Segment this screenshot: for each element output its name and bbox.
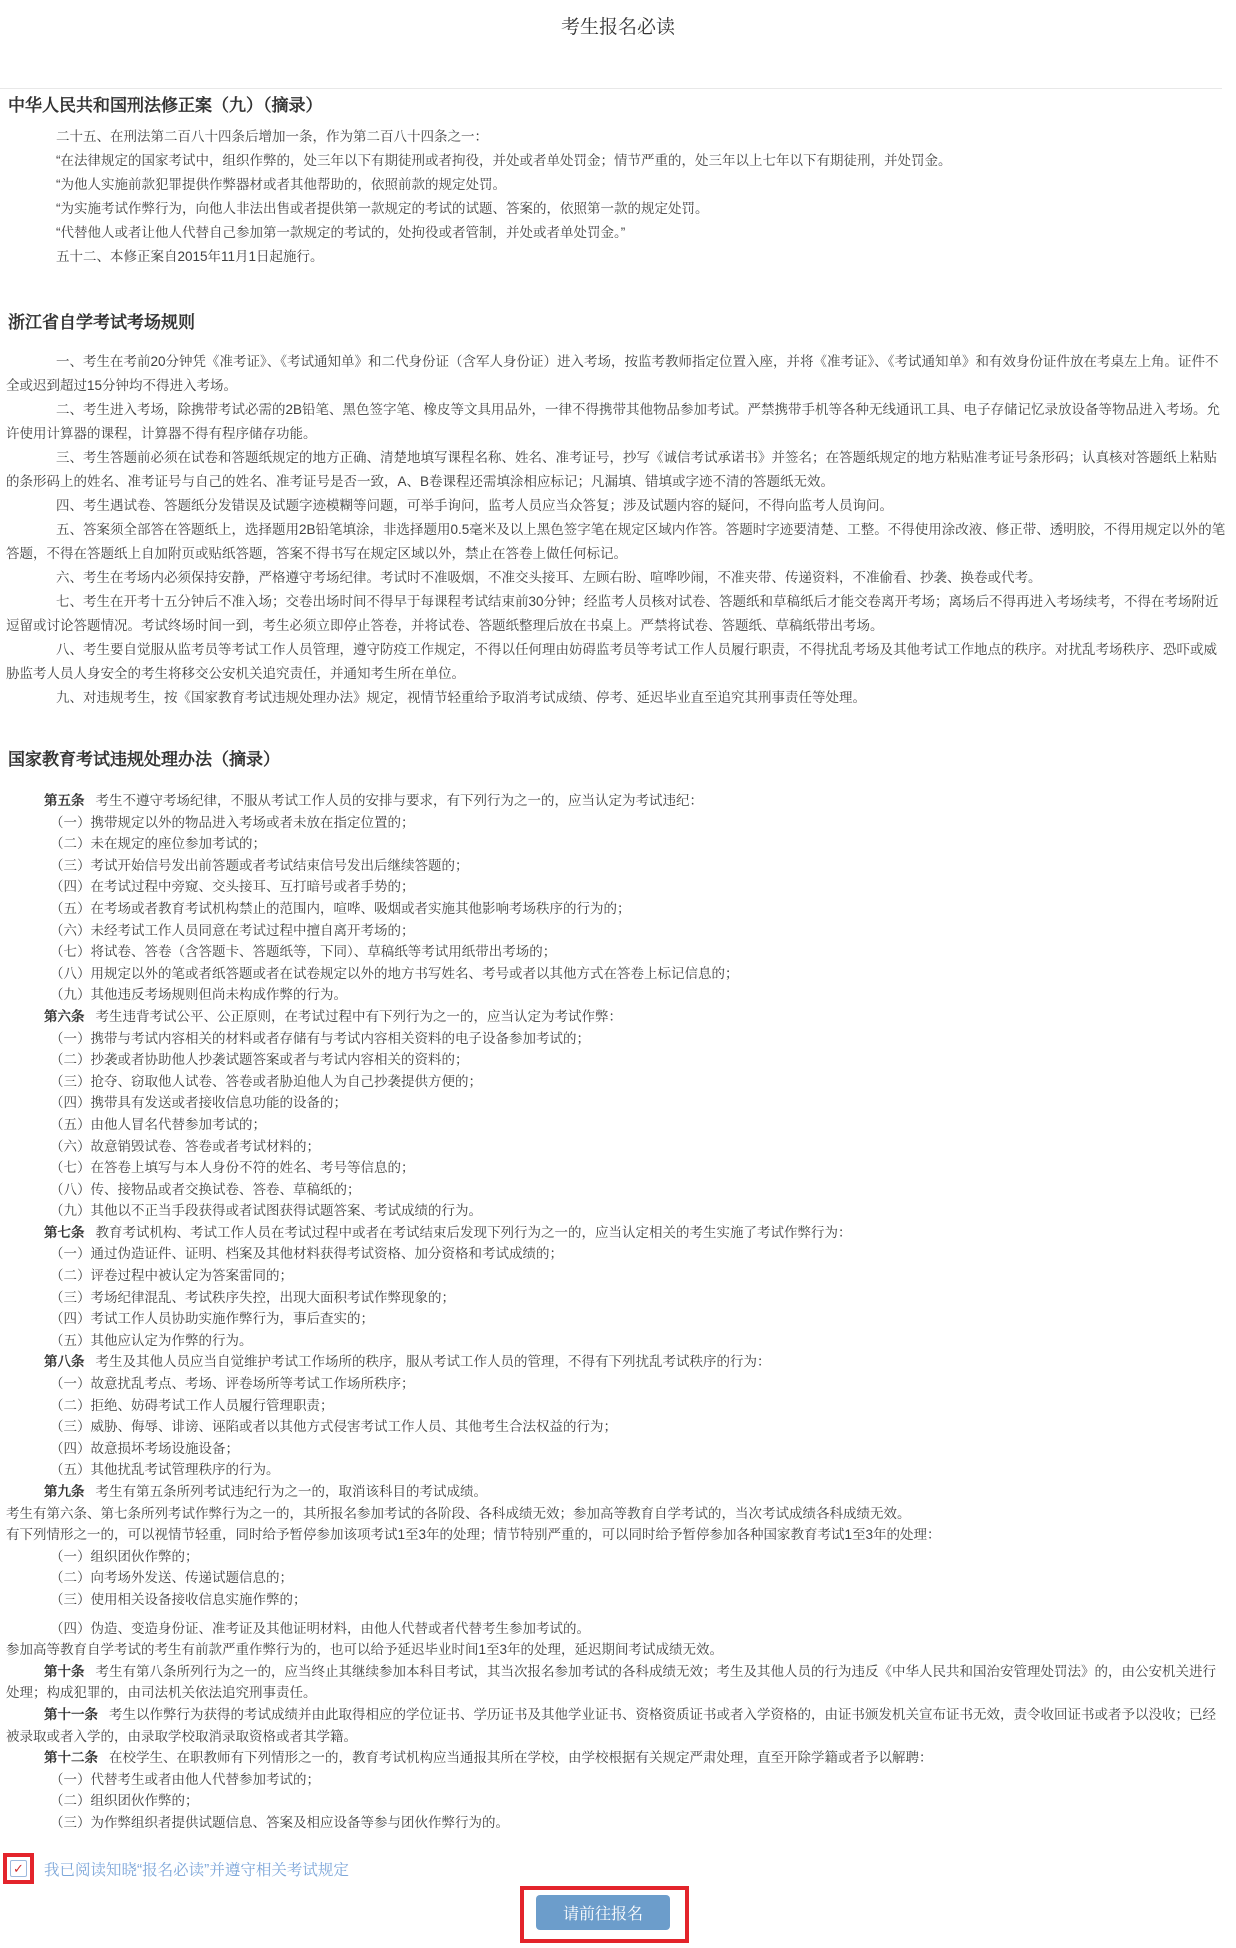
violation-item: （二）抄袭或者协助他人抄袭试题答案或者与考试内容相关的资料的； — [50, 1052, 469, 1068]
violation-measure-blocks — [0, 790, 1236, 1834]
exam-rule-paragraph: 六、考生在考场内必须保持安静，严格遵守考场纪律。考试时不准吸烟，不准交头接耳、左顾右盼、喧哗吵闹，不准夹带、传递资料，不准偷看、抄袭、换卷或代考。 — [56, 570, 1042, 585]
criminal-law-paragraphs — [0, 125, 1236, 269]
violation-item: （八）用规定以外的笔或者纸答题或者在试卷规定以外的地方书写姓名、考号或者以其他方式在答卷上标记信息的； — [50, 965, 739, 981]
violation-item: （八）传、接物品或者交换试卷、答卷、草稿纸的； — [50, 1181, 361, 1197]
article-paragraph — [6, 790, 1228, 812]
violation-item: （四）携带具有发送或者接收信息功能的设备的； — [50, 1095, 347, 1111]
violation-item: （一）故意扰乱考点、考场、评卷场所等考试工作场所秩序； — [50, 1376, 415, 1392]
section-violation-measures — [0, 750, 1236, 1834]
violation-item: （四）故意损坏考场设施设备； — [50, 1440, 239, 1456]
exam-rule-paragraph: 二、考生进入考场，除携带考试必需的2B铅笔、黑色签字笔、橡皮等文具用品外，一律不得携带其他物品参加考试。严禁携带手机等各种无线通讯工具、电子存储记忆录放设备等物品进入考场。允许使用计算器的课程，计算器不得有程序储存功能。 — [6, 402, 1221, 441]
article-paragraph — [6, 1351, 1228, 1373]
exam-rule-paragraph: 四、考生遇试卷、答题纸分发错误及试题字迹模糊等问题，可举手询问，监考人员应当众答复；涉及试题内容的疑问，不得向监考人员询问。 — [56, 498, 893, 513]
violation-item: （五）由他人冒名代替参加考试的； — [50, 1116, 266, 1132]
violation-item: （三）抢夺、窃取他人试卷、答卷或者胁迫他人为自己抄袭提供方便的； — [50, 1073, 482, 1089]
exam-room-rule-paragraphs — [0, 350, 1236, 710]
section-heading-violation-measures: 国家教育考试违规处理办法（摘录） — [8, 750, 280, 769]
article-text: 考生违背考试公平、公正原则，在考试过程中有下列行为之一的，应当认定为考试作弊： — [95, 1008, 622, 1024]
exam-rule-paragraph: 一、考生在考前20分钟凭《准考证》、《考试通知单》和二代身份证（含军人身份证）进入考场，按监考教师指定位置入座，并将《准考证》、《考试通知单》和有效身份证件放在考桌左上角。证件不全或迟到超过15分钟均不得进入考场。 — [6, 354, 1219, 393]
article-text: 考生有第五条所列考试违纪行为之一的，取消该科目的考试成绩。 — [95, 1484, 487, 1499]
article-label: 第八条 — [44, 1354, 85, 1370]
law-paragraph: 二十五、在刑法第二百八十四条后增加一条，作为第二百八十四条之一： — [56, 129, 488, 144]
continuation-paragraph: 参加高等教育自学考试的考生有前款严重作弊行为的，也可以给予延迟毕业时间1至3年的处理，延迟期间考试成绩无效。 — [6, 1642, 724, 1658]
agreement-row — [3, 1853, 349, 1884]
article-paragraph — [6, 1222, 1228, 1244]
violation-item: （九）其他以不正当手段获得或者试图获得试题答案、考试成绩的行为。 — [50, 1203, 482, 1219]
exam-rule-paragraph: 五、答案须全部答在答题纸上，选择题用2B铅笔填涂，非选择题用0.5毫米及以上黑色签字笔在规定区域内作答。答题时字迹要清楚、工整。不得使用涂改液、修正带、透明胶，不得用规定以外的笔答题，不得在答题纸上自加附页或贴纸答题，答案不得书写在规定区域以外，禁止在答卷上做任何标记。 — [6, 522, 1226, 561]
law-paragraph: “为他人实施前款犯罪提供作弊器材或者其他帮助的，依照前款的规定处罚。 — [56, 177, 506, 192]
checkmark-icon: ✓ — [13, 1861, 24, 1876]
violation-item: （六）未经考试工作人员同意在考试过程中擅自离开考场的； — [50, 922, 415, 938]
register-button-row — [520, 1886, 689, 1943]
article-paragraph — [6, 1006, 1228, 1028]
agreement-label[interactable]: 我已阅读知晓“报名必读”并遵守相关考试规定 — [44, 1861, 349, 1879]
article-label: 第十二条 — [44, 1750, 98, 1766]
exam-rule-paragraph: 八、考生要自觉服从监考员等考试工作人员管理，遵守防疫工作规定，不得以任何理由妨碍监考员等考试工作人员履行职责，不得扰乱考场及其他考试工作地点的秩序。对扰乱考场秩序、恐吓或威胁监考人员人身安全的考生将移交公安机关追究责任，并通知考生所在单位。 — [6, 642, 1217, 681]
violation-item: （四）考试工作人员协助实施作弊行为，事后查实的； — [50, 1311, 374, 1327]
violation-item: （二）未在规定的座位参加考试的； — [50, 836, 266, 852]
violation-item: （五）其他应认定为作弊的行为。 — [50, 1332, 253, 1348]
article-paragraph — [6, 1481, 1228, 1503]
article-paragraph — [6, 1747, 1228, 1769]
section-exam-room-rules — [0, 313, 1236, 710]
article-paragraph — [6, 1704, 1228, 1747]
section-divider — [0, 88, 1222, 89]
continuation-paragraph: 有下列情形之一的，可以视情节轻重，同时给予暂停参加该项考试1至3年的处理；情节特别严重的，可以同时给予暂停参加各种国家教育考试1至3年的处理： — [6, 1527, 941, 1543]
exam-rule-paragraph: 三、考生答题前必须在试卷和答题纸规定的地方正确、清楚地填写课程名称、姓名、准考证号，抄写《诚信考试承诺书》并签名；在答题纸规定的地方粘贴准考证号条形码；认真核对答题纸上粘贴的条形码上的姓名、准考证号与自己的姓名、准考证号是否一致，A、B卷课程还需填涂相应标记；凡漏填、错填或字迹不清的答题纸无效。 — [6, 450, 1217, 489]
violation-item: （七）将试卷、答卷（含答题卡、答题纸等，下同）、草稿纸等考试用纸带出考场的； — [50, 944, 557, 960]
violation-item: （四）伪造、变造身份证、准考证及其他证明材料，由他人代替或者代替考生参加考试的。 — [50, 1620, 590, 1636]
section-heading-criminal-law: 中华人民共和国刑法修正案（九）（摘录） — [8, 96, 323, 115]
violation-item: （五）其他扰乱考试管理秩序的行为。 — [50, 1462, 280, 1478]
article-text: 在校学生、在职教师有下列情形之一的，教育考试机构应当通报其所在学校，由学校根据有关规定严肃处理，直至开除学籍或者予以解聘： — [109, 1750, 933, 1766]
violation-item: （三）考试开始信号发出前答题或者考试结束信号发出后继续答题的； — [50, 857, 469, 873]
violation-item: （九）其他违反考场规则但尚未构成作弊的行为。 — [50, 987, 347, 1003]
violation-item: （二）组织团伙作弊的； — [50, 1793, 199, 1809]
article-paragraph — [6, 1661, 1228, 1704]
violation-item: （一）代替考生或者由他人代替参加考试的； — [50, 1771, 320, 1787]
exam-rule-paragraph: 七、考生在开考十五分钟后不准入场；交卷出场时间不得早于每课程考试结束前30分钟；经监考人员核对试卷、答题纸和草稿纸后才能交卷离开考场；离场后不得再进入考场续考，不得在考场附近逗留或讨论答题情况。考试终场时间一到，考生必须立即停止答卷，并将试卷、答题纸整理后放在书桌上。严禁将试卷、答题纸、草稿纸带出考场。 — [6, 594, 1219, 633]
article-label: 第七条 — [44, 1224, 85, 1240]
law-paragraph: “代替他人或者让他人代替自己参加第一款规定的考试的，处拘役或者管制，并处或者单处罚金。” — [56, 225, 626, 240]
article-label: 第十一条 — [44, 1706, 98, 1722]
checkbox-highlight-annotation — [3, 1853, 34, 1884]
article-label: 第五条 — [44, 793, 85, 808]
button-highlight-annotation — [520, 1886, 689, 1943]
section-heading-exam-room-rules: 浙江省自学考试考场规则 — [8, 313, 195, 332]
law-paragraph: 五十二、本修正案自2015年11月1日起施行。 — [56, 249, 324, 264]
article-label: 第十条 — [44, 1663, 85, 1679]
violation-item: （六）故意销毁试卷、答卷或者考试材料的； — [50, 1138, 320, 1154]
violation-item: （一）通过伪造证件、证明、档案及其他材料获得考试资格、加分资格和考试成绩的； — [50, 1246, 563, 1262]
article-label: 第六条 — [44, 1008, 85, 1024]
violation-item: （五）在考场或者教育考试机构禁止的范围内，喧哗、吸烟或者实施其他影响考场秩序的行为的； — [50, 900, 631, 916]
continuation-paragraph: 考生有第六条、第七条所列考试作弊行为之一的，其所报名参加考试的各阶段、各科成绩无效；参加高等教育自学考试的，当次考试成绩各科成绩无效。 — [6, 1505, 911, 1521]
article-text: 考生及其他人员应当自觉维护考试工作场所的秩序，服从考试工作人员的管理，不得有下列扰乱考试秩序的行为： — [95, 1354, 771, 1370]
violation-item: （二）评卷过程中被认定为答案雷同的； — [50, 1268, 293, 1284]
go-register-button[interactable]: 请前往报名 — [536, 1895, 670, 1930]
violation-item: （一）携带规定以外的物品进入考场或者未放在指定位置的； — [50, 814, 415, 830]
violation-item: （三）使用相关设备接收信息实施作弊的； — [50, 1591, 307, 1607]
law-paragraph: “为实施考试作弊行为，向他人非法出售或者提供第一款规定的考试的试题、答案的，依照第一款的规定处罚。 — [56, 201, 709, 216]
exam-rule-paragraph: 九、对违规考生，按《国家教育考试违规处理办法》规定，视情节轻重给予取消考试成绩、停考、延迟毕业直至追究其刑事责任等处理。 — [56, 690, 866, 705]
article-label: 第九条 — [44, 1484, 85, 1499]
page-title: 考生报名必读 — [560, 17, 675, 38]
agreement-checkbox[interactable] — [10, 1860, 27, 1877]
article-text: 考生以作弊行为获得的考试成绩并由此取得相应的学位证书、学历证书及其他学业证书、资格资质证书或者入学资格的，由证书颁发机关宣布证书无效，责令收回证书或者予以没收；已经被录取或者入学的，由录取学校取消录取资格或者其学籍。 — [6, 1706, 1216, 1744]
article-text: 考生有第八条所列行为之一的，应当终止其继续参加本科目考试，其当次报名参加考试的各科成绩无效；考生及其他人员的行为违反《中华人民共和国治安管理处罚法》的，由公安机关进行处理；构成犯罪的，由司法机关依法追究刑事责任。 — [6, 1663, 1216, 1701]
violation-item: （一）携带与考试内容相关的材料或者存储有与考试内容相关资料的电子设备参加考试的； — [50, 1030, 590, 1046]
violation-item: （七）在答卷上填写与本人身份不符的姓名、考号等信息的； — [50, 1160, 415, 1176]
violation-item: （三）威胁、侮辱、诽谤、诬陷或者以其他方式侵害考试工作人员、其他考生合法权益的行为； — [50, 1419, 617, 1435]
article-text: 考生不遵守考场纪律，不服从考试工作人员的安排与要求，有下列行为之一的，应当认定为考试违纪： — [95, 793, 703, 808]
section-criminal-law-amendment — [0, 96, 1236, 269]
violation-item: （二）向考场外发送、传递试题信息的； — [50, 1570, 293, 1586]
law-paragraph: “在法律规定的国家考试中，组织作弊的，处三年以下有期徒刑或者拘役，并处或者单处罚金；情节严重的，处三年以上七年以下有期徒刑，并处罚金。 — [56, 153, 952, 168]
violation-item: （三）为作弊组织者提供试题信息、答案及相应设备等参与团伙作弊行为的。 — [50, 1814, 509, 1830]
article-text: 教育考试机构、考试工作人员在考试过程中或者在考试结束后发现下列行为之一的，应当认定相关的考生实施了考试作弊行为： — [95, 1224, 852, 1240]
violation-item: （二）拒绝、妨碍考试工作人员履行管理职责； — [50, 1397, 334, 1413]
violation-item: （三）考场纪律混乱、考试秩序失控，出现大面积考试作弊现象的； — [50, 1289, 455, 1305]
violation-item: （四）在考试过程中旁窥、交头接耳、互打暗号或者手势的； — [50, 879, 415, 895]
violation-item: （一）组织团伙作弊的； — [50, 1548, 199, 1564]
